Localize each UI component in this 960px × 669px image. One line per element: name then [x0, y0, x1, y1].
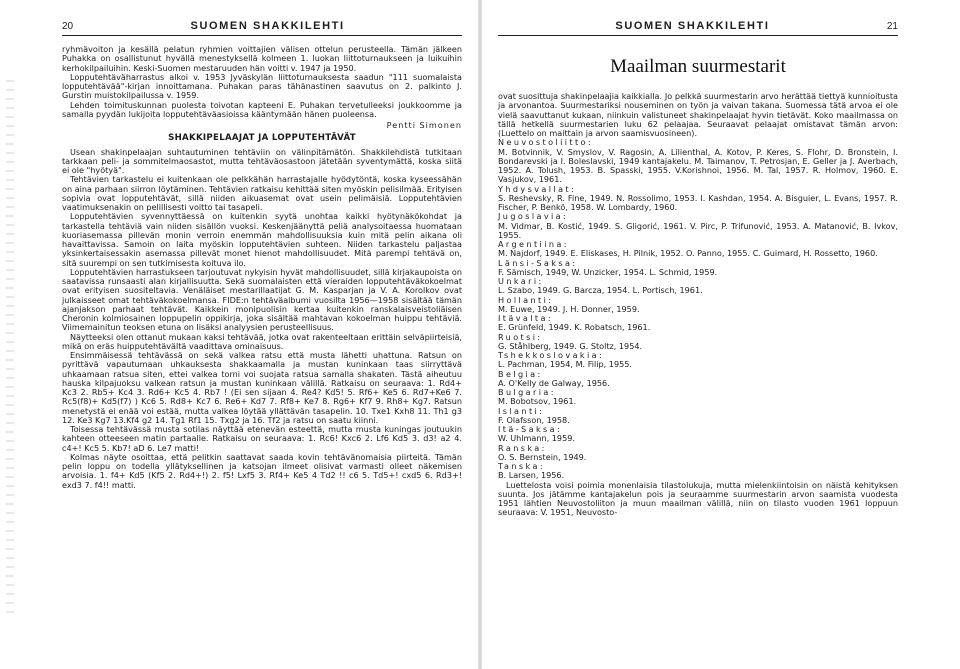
intro-paragraph: Lopputehtäväharrastus alkoi v. 1953 Jyväskylän liittoturnauksesta saadun "111 suomalaista lopputehtävää"-kirjan innoittamana. Puhakan paras tähänastinen saavutus on 2. palkinto J. Gurstin muistokilpailussa v. 1959. [62, 71, 462, 101]
body-paragraph: Ensimmäisessä tehtävässä on sekä valkea ratsu että musta lähetti uhattuna. Ratsun on pyrittävä vapautumaan uhkauksesta shakkaamalla ja mustan kuninkaan taas siirryttävä uhkaamaan ratsua siten, ettei valkea torni voi suojata ratsua samalla shakaten. Tästä aiheutuu hauska kilpajuoksu valkean ratsun ja mustan kuninkaan välillä. Ratkaisu on seuraava: 1. Rd4+ Kc3 2. Rb5+ Kc4 3. Rd6+ Kc5 4. Rb7 ! (Ei sen sijaan 4. Re4? Kd5! 5. Rf6+ Ke5 6. Rd7+Ke6 7. Rc5(f8)+ Kd5(f7) ) Kc6 5. Rd8+ Kc7 6. Re6+ Kd7 7. Rf8+ Ke7 8. Rg6+ Kf7 9. Rh8+ Kg7. Ratsun menetystä ei enää voi estää, mutta valkea löytää yllättävän tasapelin. 10. Txe1 Kxh8 11. Th1 g3 12. Ke3 Kg7 13.Kf4 g2 14. Tg1 Rf1 15. Txg2 ja 16. Tf2 ja ratsu on saatu kiinni. [62, 350, 462, 425]
country-heading: Ruotsi: [498, 331, 543, 342]
right-running-head [498, 0, 898, 36]
right-running-title: SUOMEN SHAKKILEHTI [615, 20, 770, 32]
left-running-head [62, 0, 462, 36]
grandmaster-names: M. Vidmar, B. Kostić, 1949. S. Gligorić, 1961. V. Pirc, P. Trifunović, 1953. A. Matanović, B. Ivkov, 1955. [498, 220, 898, 240]
grandmaster-names: E. Grünfeld, 1949. K. Robatsch, 1961. [498, 322, 651, 333]
grandmaster-names: S. Reshevsky, R. Fine, 1949. N. Rossolimo, 1953. I. Kashdan, 1954. A. Bisguier, L. Evans, 1957. R. Fischer, P. Benkö, 1958. W. Lombardy, 1960. [498, 192, 898, 212]
grandmaster-names: L. Pachman, 1954, M. Filip, 1955. [498, 359, 632, 370]
grandmaster-names: W. Uhlmann, 1959. [498, 433, 575, 444]
body-paragraph: Kolmas näyte osoittaa, että pelitkin saattavat saada kovin tehtävänomaisia piirteitä. Tämän pelin loppu on todella yllätyksellinen ja katsojan ilmeet olisivat varmasti olleet näkemisen arvoisia. 1. f4+ Kd5 (Kf5 2. Rd4+!) 2. f5! Lxf5 3. Rf4+ Ke5 4 Td2 !! c6 5. Td5+! cxd5 6. Rd3+! exd3 7. f4!! matti. [62, 451, 462, 490]
grandmaster-names: O. S. Bernstein, 1949. [498, 451, 587, 462]
intro-paragraph: Lehden toimituskunnan puolesta toivotan kapteeni E. Puhakan tervetulleeksi joukkoomme ja samalla pyydän lukijoita lopputehtäväasioissa kääntymään hänen puoleensa. [62, 99, 462, 119]
country-heading: Länsi-Saksa: [498, 257, 578, 268]
body-paragraph: Usean shakinpelaajan suhtautuminen tehtäviin on välinpitämätön. Shakkilehdistä tutkitaan tarkkaan peli- ja sommitelmaosastot, mutta tehtäväosastoon jätetään syventymättä, koska siitä ei ole "hyötyä". [62, 146, 462, 175]
country-heading: Islanti: [498, 405, 545, 416]
left-page-number: 20 [62, 21, 74, 32]
intro-paragraph: ryhmävoiton ja kesällä pelatun ryhmien voittajien välisen ottelun perusteella. Tämän jälkeen Puhakka on osallistunut hyvällä menestyksellä kolmeen 1. luokan liittoturnaukseen ja luikuihin kerhokilpailuihin. Keski-Suomen mestaruuden hän voitti v. 1947 ja 1950. [62, 44, 462, 73]
article-title: Maailman suurmestarit [610, 56, 786, 77]
country-heading: Yhdysvallat: [498, 183, 577, 194]
country-heading: Hollanti: [498, 294, 554, 305]
closing-paragraph: Luettelosta voisi poimia monenlaisia tilastolukuja, mutta mielenkiintoisin on näistä kehityksen suunta. Jos jätämme kantajakelun pois ja seuraamme suurmestarin arvon saamista vuodesta 1951 lähtien Neuvostoliiton ja muun maailman välillä, niin on tilasto vuoden 1961 loppuun seuraava: V. 1951, Neuvosto- [498, 479, 898, 518]
body-paragraph: Näytteeksi olen ottanut mukaan kaksi tehtävää, jotka ovat rakenteeltaan erittäin selväpiirteisiä, mikä on eräs huipputehtävältä vaadittava ominaisuus. [62, 331, 462, 351]
country-heading: Itävalta: [498, 313, 553, 323]
country-heading: Tanska: [498, 461, 545, 471]
author-signature: Pentti Simonen [386, 120, 462, 130]
grandmaster-names: F. Olafsson, 1958. [498, 414, 570, 425]
country-heading: Unkari: [498, 276, 544, 286]
body-paragraph: Lopputehtävien harrastukseen tarjoutuvat nykyisin hyvät mahdollisuudet, sillä kirjakaupoista on saatavissa runsaasti alan kirjallisuutta. Sekä suomalaisten että vieraiden lopputehtäväkokoelmat ovat erityisen suositeltavia. Venäläiset mestarillaatijat G. M. Kasparjan ja V. A. Korolkov ovat julkaisseet omat tehtäväkokoelmansa. FIDE:n tehtäväalbumi vuosilta 1956—1958 sisältää tämän ajanjakson parhaat tehtävät. Kaikkein monipuolisin kertaa kuitenkin ranskalaisveistoliäisen Cheronin kolmiosainen loppupelin oppikirja, joka sisältää mahtavan kokoelman huippu tehtäviä. Viimemainitun teoksen etuna on lisäksi analyysien perusteellisuus. [62, 266, 462, 333]
right-page-number: 21 [886, 21, 898, 32]
country-heading: Jugoslavia: [498, 211, 569, 222]
left-running-title: SUOMEN SHAKKILEHTI [190, 20, 345, 32]
grandmaster-names: M. Najdorf, 1949. E. Eliskases, H. Pilnik, 1952. O. Panno, 1955. C. Guimard, H. Rossetto, 1960. [498, 248, 878, 259]
grandmaster-list [498, 138, 898, 480]
country-heading: Neuvostoliitto: [498, 137, 594, 148]
grandmaster-names: M. Euwe, 1949. J. H. Donner, 1959. [498, 303, 640, 314]
article-intro: ovat suosittuja shakinpelaajia kaikkialla. Jo pelkkä suurmestarin arvo herättää tiettyä kunnioitusta ja arvonantoa. Suurmestariksi nouseminen on työn ja vaivan takana. Suomessa tätä arvoa ei ole vielä saavuttanut kukaan, niinkuin valistuneet shakinpelaajat hyvin tietävät. Koko maailmassa on tällä hetkellä suurmestarien luku 62 pelaajaa. Seuraavat pelaajat omistavat tämän arvon: (Luettelo on maittain ja arvon saamisvuosineen). [498, 91, 898, 138]
grandmaster-names: A. O'Kelly de Galway, 1956. [498, 377, 610, 388]
body-paragraph: Toisessa tehtävässä musta sotilas näyttää etenevän esteettä, mutta musta kuningas joutuukin kahteen otteeseen matin partaalle. Ratkaisu on seuraava: 1. Rc6! Kxc6 2. Lf6 Kd5 3. d3! a2 4. c4+! Kc5 5. Kb7! aD 6. Le7 matti! [62, 424, 462, 453]
body-paragraph: Lopputehtävien syvennyttäessä on kuitenkin syytä unohtaa kaikki hyötynäkökohdat ja tarkastella tehtäviä vain niiden sisällön vuoksi. Keskenjäänyttä peliä analysoitaessa huomataan kuoriasemassa pillevän monin verroin enemmän mahdollisuuksia kuin mitä pelin aikana oli havaittavissa. Samoin on laita myöskin lopputehtävien suhteen. Niiden tarkastelu paljastaa yksinkertaisessakin asemassa pillevät monet hienot mahdollisuudet. Mitä parempi tehtävä on, sitä suurempi on sen tutkimisesta koituva ilo. [62, 211, 462, 268]
grandmaster-names: M. Bobotsov, 1961. [498, 396, 577, 407]
body-paragraph: Tehtävien tarkastelu ei kuitenkaan ole pelkkähän harrastajalle hyödytöntä, koska kyseessähän on aina parhaan siirron löytäminen. Tehtävien ratkaisu kehittää siten myöskin pelisilmää. Erityisen sopivia ovat lopputehtävät, sillä niiden aikuasemat ovat usein pelimäisiä. Lopputehtävien vaatimuksenakin on pelillisesti voitto tai tasapeli. [62, 174, 462, 212]
grandmaster-names: M. Botvinnik, V. Smyslov, V. Ragosin, A. Lilienthal, A. Kotov, P. Keres, S. Flohr, D. Bronstein, I. Bondarevski ja I. Boleslavski, 1949 kantajakelu. M. Taimanov, T. Petrosjan, E. Geller ja J. Averbach, 1952. A. Tolush, 1953. B. Spasski, 1955. V.Korishnoi, 1956. M. Tal, 1957. R. Holmov, 1960. E. Vasjukov, 1961. [498, 146, 898, 185]
country-heading: Ranska: [498, 442, 547, 453]
country-heading: Tshekkoslovakia: [498, 350, 605, 360]
right-page [480, 0, 960, 669]
grandmaster-names: B. Larsen, 1956. [498, 470, 565, 481]
country-heading: Bulgaria: [498, 387, 556, 397]
right-column [498, 92, 898, 518]
left-column [62, 45, 462, 490]
grandmaster-names: F. Sämisch, 1949, W. Unzicker, 1954. L. Schmid, 1959. [498, 266, 718, 277]
country-heading: Itä-Saksa: [498, 424, 563, 434]
section-heading: SHAKKIPELAAJAT JA LOPPUTEHTÄVÄT [168, 133, 356, 144]
grandmaster-names: G. Ståhlberg, 1949. G. Stoltz, 1954. [498, 340, 643, 351]
grandmaster-names: L. Szabo, 1949. G. Barcza, 1954. L. Portisch, 1961. [498, 285, 703, 296]
country-heading: Belgia: [498, 368, 543, 379]
country-heading: Argentiina: [498, 239, 569, 249]
